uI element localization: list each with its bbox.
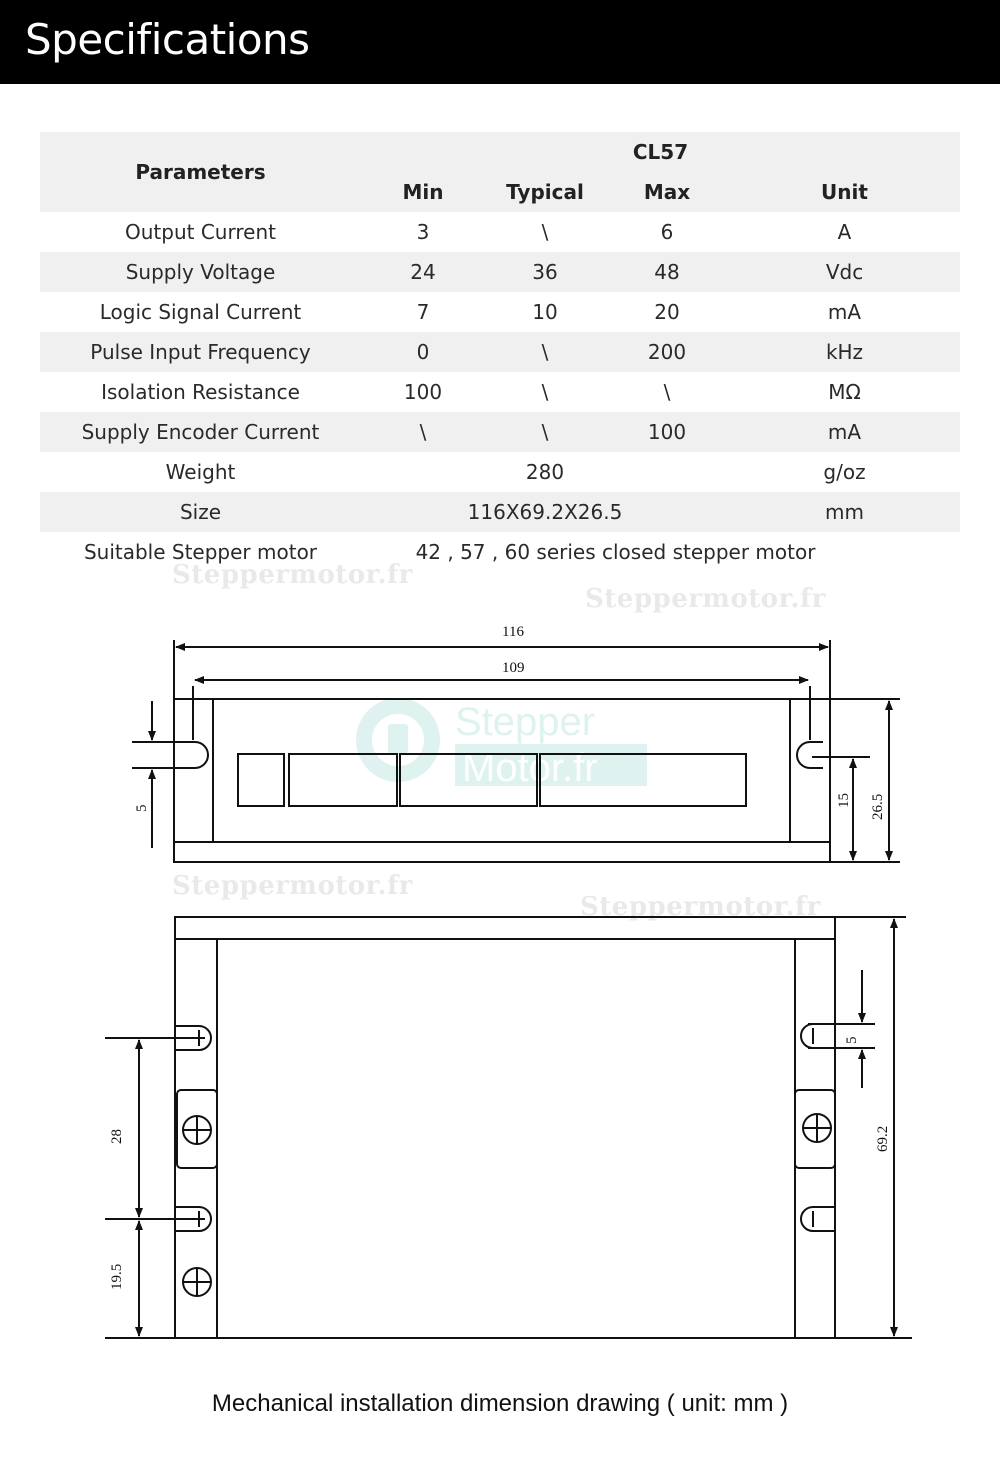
table-row (40, 452, 960, 492)
dim-hole-height: 15 (836, 793, 852, 808)
table-row (40, 492, 960, 532)
watermark-text: Steppermotor.fr (585, 584, 826, 614)
front-view-dimensions (139, 919, 894, 1336)
dimension-drawing (0, 600, 1000, 1360)
max-header: Max (643, 180, 691, 204)
table-row (40, 252, 960, 292)
dim-bottom-offset: 19.5 (109, 1263, 125, 1290)
page-title: Specifications (25, 15, 310, 64)
typical-header: Typical (506, 180, 584, 204)
value-cell: 42 , 57 , 60 series closed stepper motor (361, 532, 960, 572)
watermark-text: Steppermotor.fr (172, 871, 413, 901)
min-cell: 0 (416, 340, 430, 364)
max-cell: 20 (654, 300, 680, 324)
dim-hole-spacing: 109 (502, 660, 525, 676)
unit-cell: g/oz (823, 460, 866, 484)
typical-cell: \ (541, 380, 549, 404)
front-view (105, 917, 912, 1338)
unit-cell: kHz (825, 340, 864, 364)
model-header: CL57 (632, 140, 689, 164)
param-cell: Output Current (125, 220, 276, 244)
min-cell: 24 (410, 260, 436, 284)
unit-cell: mA (827, 300, 862, 324)
dim-slot-height: 5 (844, 1036, 860, 1044)
table-row (40, 412, 960, 452)
max-cell: 48 (654, 260, 680, 284)
min-cell: \ (419, 420, 427, 444)
dim-front-overall-height: 69.2 (875, 1125, 891, 1152)
max-cell: \ (663, 380, 671, 404)
min-cell: 3 (416, 220, 430, 244)
dim-overall-width: 116 (502, 624, 524, 640)
param-cell: Logic Signal Current (99, 300, 302, 324)
typical-cell: \ (541, 220, 549, 244)
typical-cell: 36 (532, 260, 558, 284)
header-banner (0, 0, 1000, 84)
max-cell: 100 (647, 420, 687, 444)
unit-cell: MΩ (828, 380, 861, 404)
watermark-text: Steppermotor.fr (580, 892, 821, 922)
table-row (40, 212, 960, 252)
param-cell: Supply Voltage (125, 260, 276, 284)
value-cell: 280 (525, 460, 565, 484)
typical-cell: \ (541, 420, 549, 444)
dim-overall-height: 26.5 (870, 793, 886, 820)
param-cell: Size (179, 500, 222, 524)
dim-slot-width: 5 (134, 804, 150, 812)
dim-hole-gap: 28 (109, 1129, 125, 1144)
param-cell: Isolation Resistance (101, 380, 300, 404)
unit-cell: A (837, 220, 852, 244)
min-header: Min (402, 180, 444, 204)
watermark-logo-line1: Stepper (455, 700, 596, 744)
typical-cell: \ (541, 340, 549, 364)
unit-cell: Vdc (825, 260, 864, 284)
table-row (40, 292, 960, 332)
unit-header: Unit (821, 180, 868, 204)
value-cell: 116X69.2X26.5 (467, 500, 623, 524)
table-header-row (40, 132, 960, 172)
max-cell: 200 (647, 340, 687, 364)
min-cell: 100 (403, 380, 443, 404)
param-cell: Supply Encoder Current (81, 420, 320, 444)
drawing-caption: Mechanical installation dimension drawing ( unit: mm ) (211, 1390, 789, 1417)
param-cell: Suitable Stepper motor (40, 532, 361, 572)
spec-table (40, 132, 960, 572)
watermark-text: Steppermotor.fr (172, 560, 413, 590)
param-cell: Weight (165, 460, 236, 484)
watermark-logo (364, 700, 647, 790)
param-cell: Pulse Input Frequency (90, 340, 311, 364)
typical-cell: 10 (532, 300, 558, 324)
unit-cell: mm (825, 500, 864, 524)
parameters-header: Parameters (135, 160, 266, 184)
max-cell: 6 (660, 220, 674, 244)
table-row (40, 332, 960, 372)
min-cell: 7 (416, 300, 430, 324)
watermark-logo-line2: Motor.fr (462, 746, 598, 790)
table-row (40, 372, 960, 412)
unit-cell: mA (827, 420, 862, 444)
